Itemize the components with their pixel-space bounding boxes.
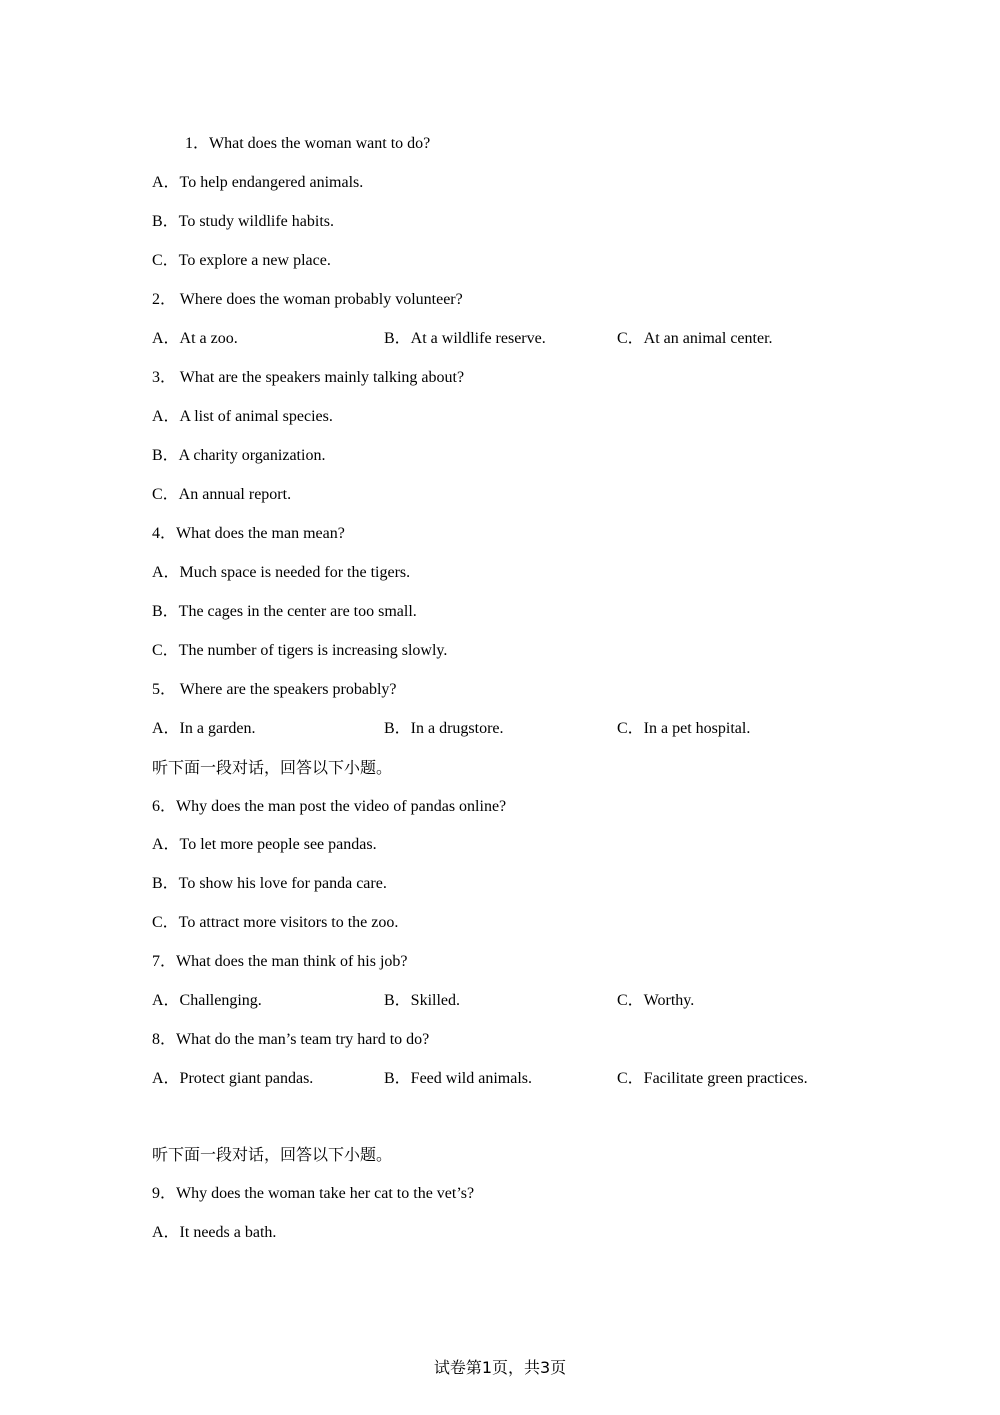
question-3-stem: 3． What are the speakers mainly talking about? — [152, 369, 465, 386]
question-6-option-b: B．To show his love for panda care. — [152, 875, 387, 892]
question-8-option-c: C．Facilitate green practices. — [617, 1070, 808, 1087]
question-7-stem: 7．What does the man think of his job? — [152, 953, 408, 970]
question-7-option-b: B．Skilled. — [384, 992, 461, 1009]
question-4-option-a: A．Much space is needed for the tigers. — [152, 564, 411, 581]
question-6-option-c: C．To attract more visitors to the zoo. — [152, 914, 399, 931]
question-7-option-a: A．Challenging. — [152, 992, 262, 1009]
question-6-stem: 6．Why does the man post the video of pandas online? — [152, 798, 507, 815]
question-1-option-c: C．To explore a new place. — [152, 252, 331, 269]
question-5-option-b: B．In a drugstore. — [384, 720, 504, 737]
question-4-option-b: B．The cages in the center are too small. — [152, 603, 417, 620]
question-8-options — [152, 1068, 872, 1090]
question-2-stem: 2． Where does the woman probably volunteer? — [152, 291, 463, 308]
question-4-option-c: C．The number of tigers is increasing slowly. — [152, 642, 448, 659]
question-7-options — [152, 990, 852, 1012]
question-1-option-a: A．To help endangered animals. — [152, 174, 364, 191]
question-5-option-a: A．In a garden. — [152, 720, 256, 737]
question-6-option-a: A．To let more people see pandas. — [152, 836, 377, 853]
question-5-stem: 5． Where are the speakers probably? — [152, 681, 397, 698]
question-5-option-c: C．In a pet hospital. — [617, 720, 751, 737]
question-2-option-a: A．At a zoo. — [152, 330, 238, 347]
question-2-option-b: B．At a wildlife reserve. — [384, 330, 546, 347]
question-1-stem: 1．What does the woman want to do? — [185, 135, 431, 152]
question-8-stem: 8．What do the man’s team try hard to do? — [152, 1031, 430, 1048]
question-7-option-c: C．Worthy. — [617, 992, 695, 1009]
section-heading: 听下面一段对话，回答以下小题。 — [152, 758, 393, 777]
question-9-option-a: A．It needs a bath. — [152, 1224, 277, 1241]
question-8-option-a: A．Protect giant pandas. — [152, 1070, 314, 1087]
question-3-option-b: B．A charity organization. — [152, 447, 326, 464]
question-3-option-c: C．An annual report. — [152, 486, 292, 503]
question-8-option-b: B．Feed wild animals. — [384, 1070, 532, 1087]
question-2-option-c: C．At an animal center. — [617, 330, 773, 347]
question-9-stem: 9．Why does the woman take her cat to the vet’s? — [152, 1185, 475, 1202]
question-1-option-b: B．To study wildlife habits. — [152, 213, 334, 230]
question-2-options — [152, 328, 852, 350]
question-4-stem: 4．What does the man mean? — [152, 525, 345, 542]
section-heading: 听下面一段对话，回答以下小题。 — [152, 1145, 393, 1164]
question-3-option-a: A．A list of animal species. — [152, 408, 333, 425]
page-footer: 试卷第1页，共3页 — [433, 1358, 567, 1377]
question-5-options — [152, 718, 852, 740]
